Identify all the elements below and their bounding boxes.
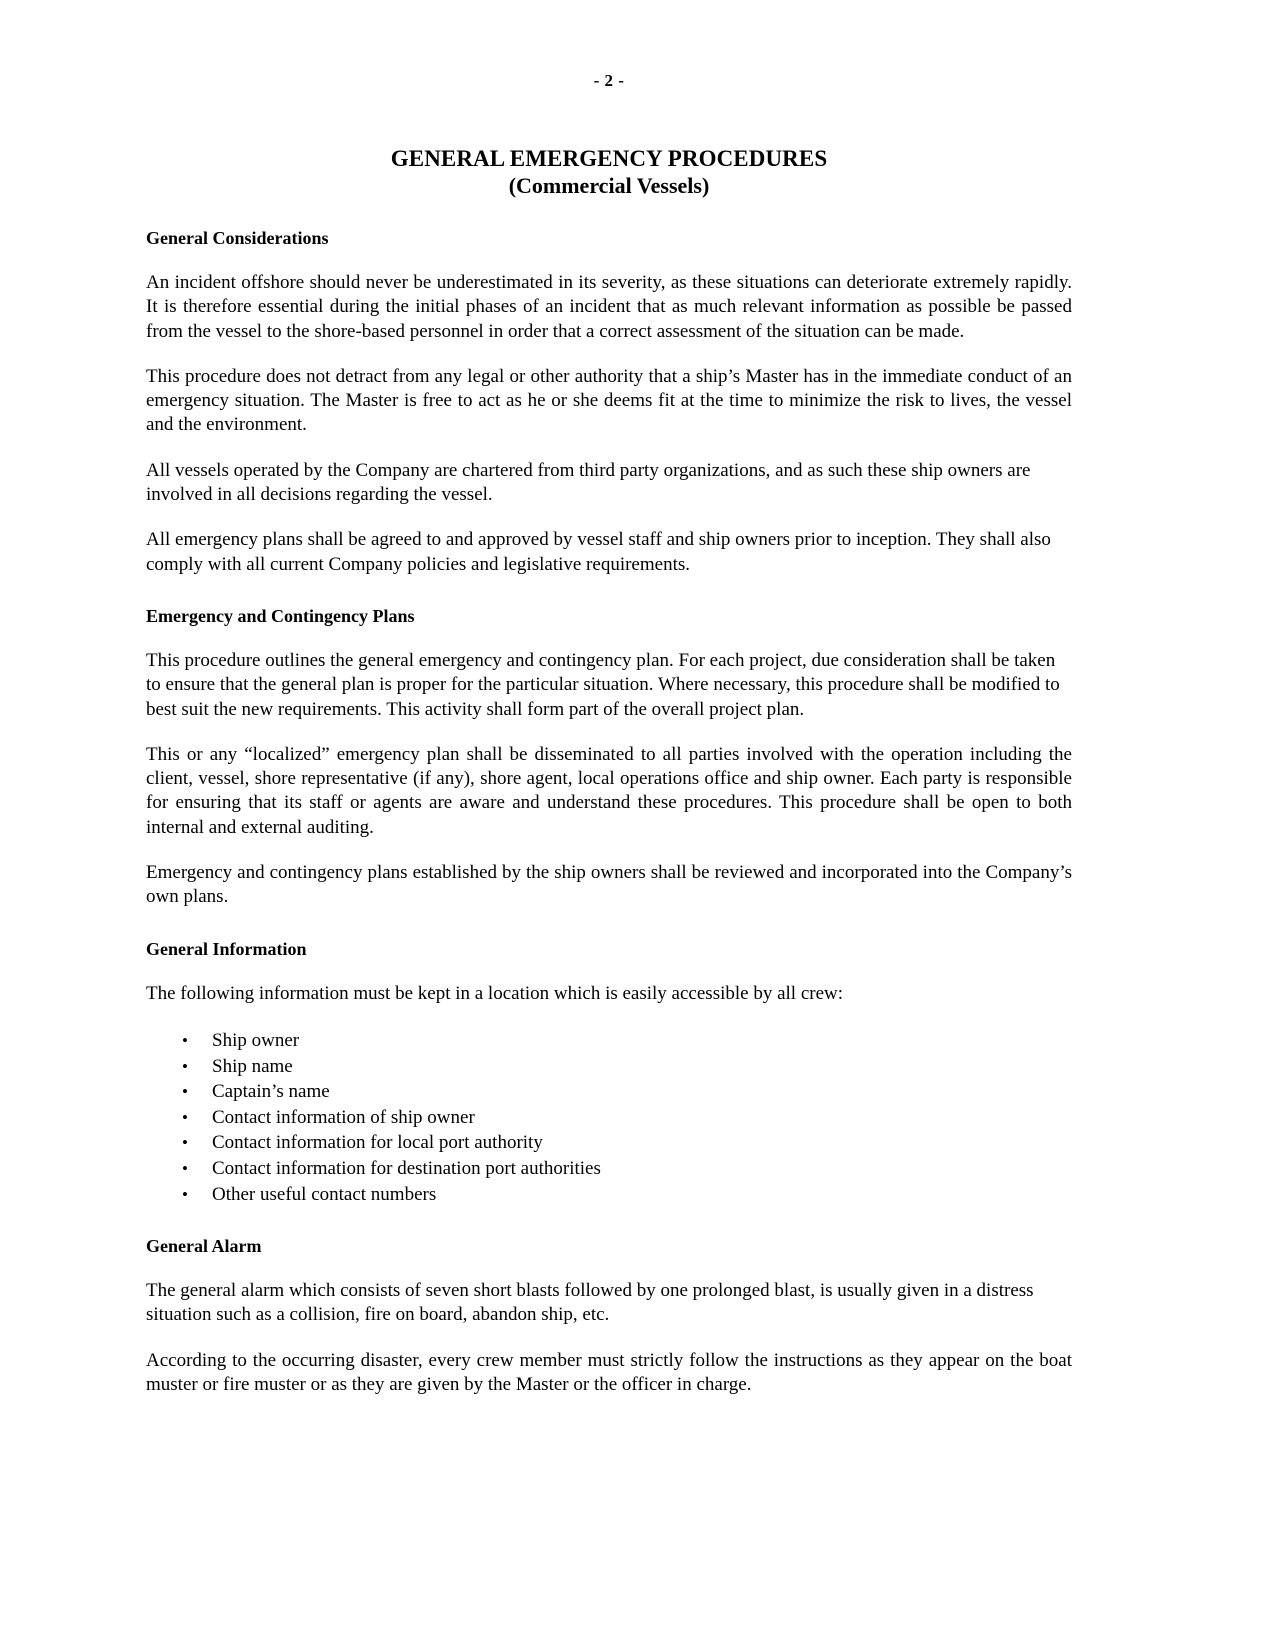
paragraph-emergency-contingency-3: Emergency and contingency plans established by the ship owners shall be reviewed and incorporated into the Company’s own plans. — [146, 862, 1072, 908]
bullet-icon: • — [182, 1107, 188, 1127]
paragraph-general-considerations-3: All vessels operated by the Company are chartered from third party organizations, and as such these ship owners are involved in all decisions regarding the vessel. — [146, 459, 1031, 506]
list-item-label: Contact information for local port authority — [212, 1132, 543, 1154]
paragraph-general-considerations-2: This procedure does not detract from any legal or other authority that a ship’s Master has in the immediate conduct of an emergency situation. The Master is free to act as he or she deems fit at the time to minimize the risk to lives, the vessel and the environment. — [146, 365, 1072, 436]
paragraph-emergency-contingency-2: This or any “localized” emergency plan shall be disseminated to all parties involved with the operation including the client, vessel, shore representative (if any), shore agent, local operations office and ship owner. Each party is responsible for ensuring that its staff or agents are aware and understand these procedures. This procedure shall be open to both internal and external auditing. — [146, 743, 1072, 838]
page-content — [146, 0, 1072, 1397]
list-item — [146, 1156, 1072, 1182]
paragraph-general-considerations-4: All emergency plans shall be agreed to and approved by vessel staff and ship owners prior to inception. They shall also comply with all current Company policies and legislative requirements. — [146, 529, 1051, 575]
list-item-label: Ship name — [212, 1055, 293, 1077]
section-heading-general-information: General Information — [146, 938, 307, 959]
bullet-icon: • — [182, 1184, 188, 1204]
list-item-label: Contact information of ship owner — [212, 1106, 475, 1128]
document-subtitle: (Commercial Vessels) — [508, 173, 710, 198]
section-heading-emergency-and-contingency-plans: Emergency and Contingency Plans — [146, 605, 415, 626]
paragraph-general-information-intro: The following information must be kept in a location which is easily accessible by all crew: — [146, 982, 844, 1004]
bullet-icon: • — [182, 1056, 188, 1076]
paragraph-general-alarm-1: The general alarm which consists of seven short blasts followed by one prolonged blast, is usually given in a distress situation such as a collision, fire on board, abandon ship, etc. — [146, 1280, 1034, 1326]
list-item — [146, 1079, 1072, 1105]
paragraph-emergency-contingency-1: This procedure outlines the general emergency and contingency plan. For each project, due consideration shall be taken to ensure that the general plan is proper for the particular situation. Where necessary, this procedure shall be modified to best suit the new requirements. This activity shall form part of the overall project plan. — [146, 649, 1060, 720]
list-item — [146, 1182, 1072, 1208]
section-heading-general-considerations: General Considerations — [146, 228, 329, 248]
list-item-label: Other useful contact numbers — [212, 1183, 437, 1205]
list-item-label: Contact information for destination port authorities — [212, 1157, 601, 1179]
list-item — [146, 1028, 1072, 1054]
bullet-icon: • — [182, 1082, 188, 1102]
list-item — [146, 1105, 1072, 1131]
paragraph-general-alarm-2: According to the occurring disaster, every crew member must strictly follow the instructions as they appear on the boat muster or fire muster or as they are given by the Master or the officer in charge. — [146, 1349, 1072, 1395]
list-item-label: Ship owner — [212, 1029, 300, 1051]
list-item — [146, 1054, 1072, 1080]
list-item-label: Captain’s name — [212, 1081, 330, 1103]
bullet-icon: • — [182, 1133, 188, 1153]
general-information-list — [146, 1006, 1072, 1207]
document-title: GENERAL EMERGENCY PROCEDURES — [390, 146, 828, 171]
paragraph-general-considerations-1: An incident offshore should never be underestimated in its severity, as these situations can deteriorate extremely rapidly. It is therefore essential during the initial phases of an incident that as much relevant information as possible be passed from the vessel to the shore-based personnel in order that a correct assessment of the situation can be made. — [146, 272, 1072, 342]
list-item — [146, 1130, 1072, 1156]
page-number: - 2 - — [593, 71, 625, 90]
section-heading-general-alarm: General Alarm — [146, 1236, 262, 1257]
bullet-icon: • — [182, 1030, 188, 1050]
bullet-icon: • — [182, 1158, 188, 1178]
